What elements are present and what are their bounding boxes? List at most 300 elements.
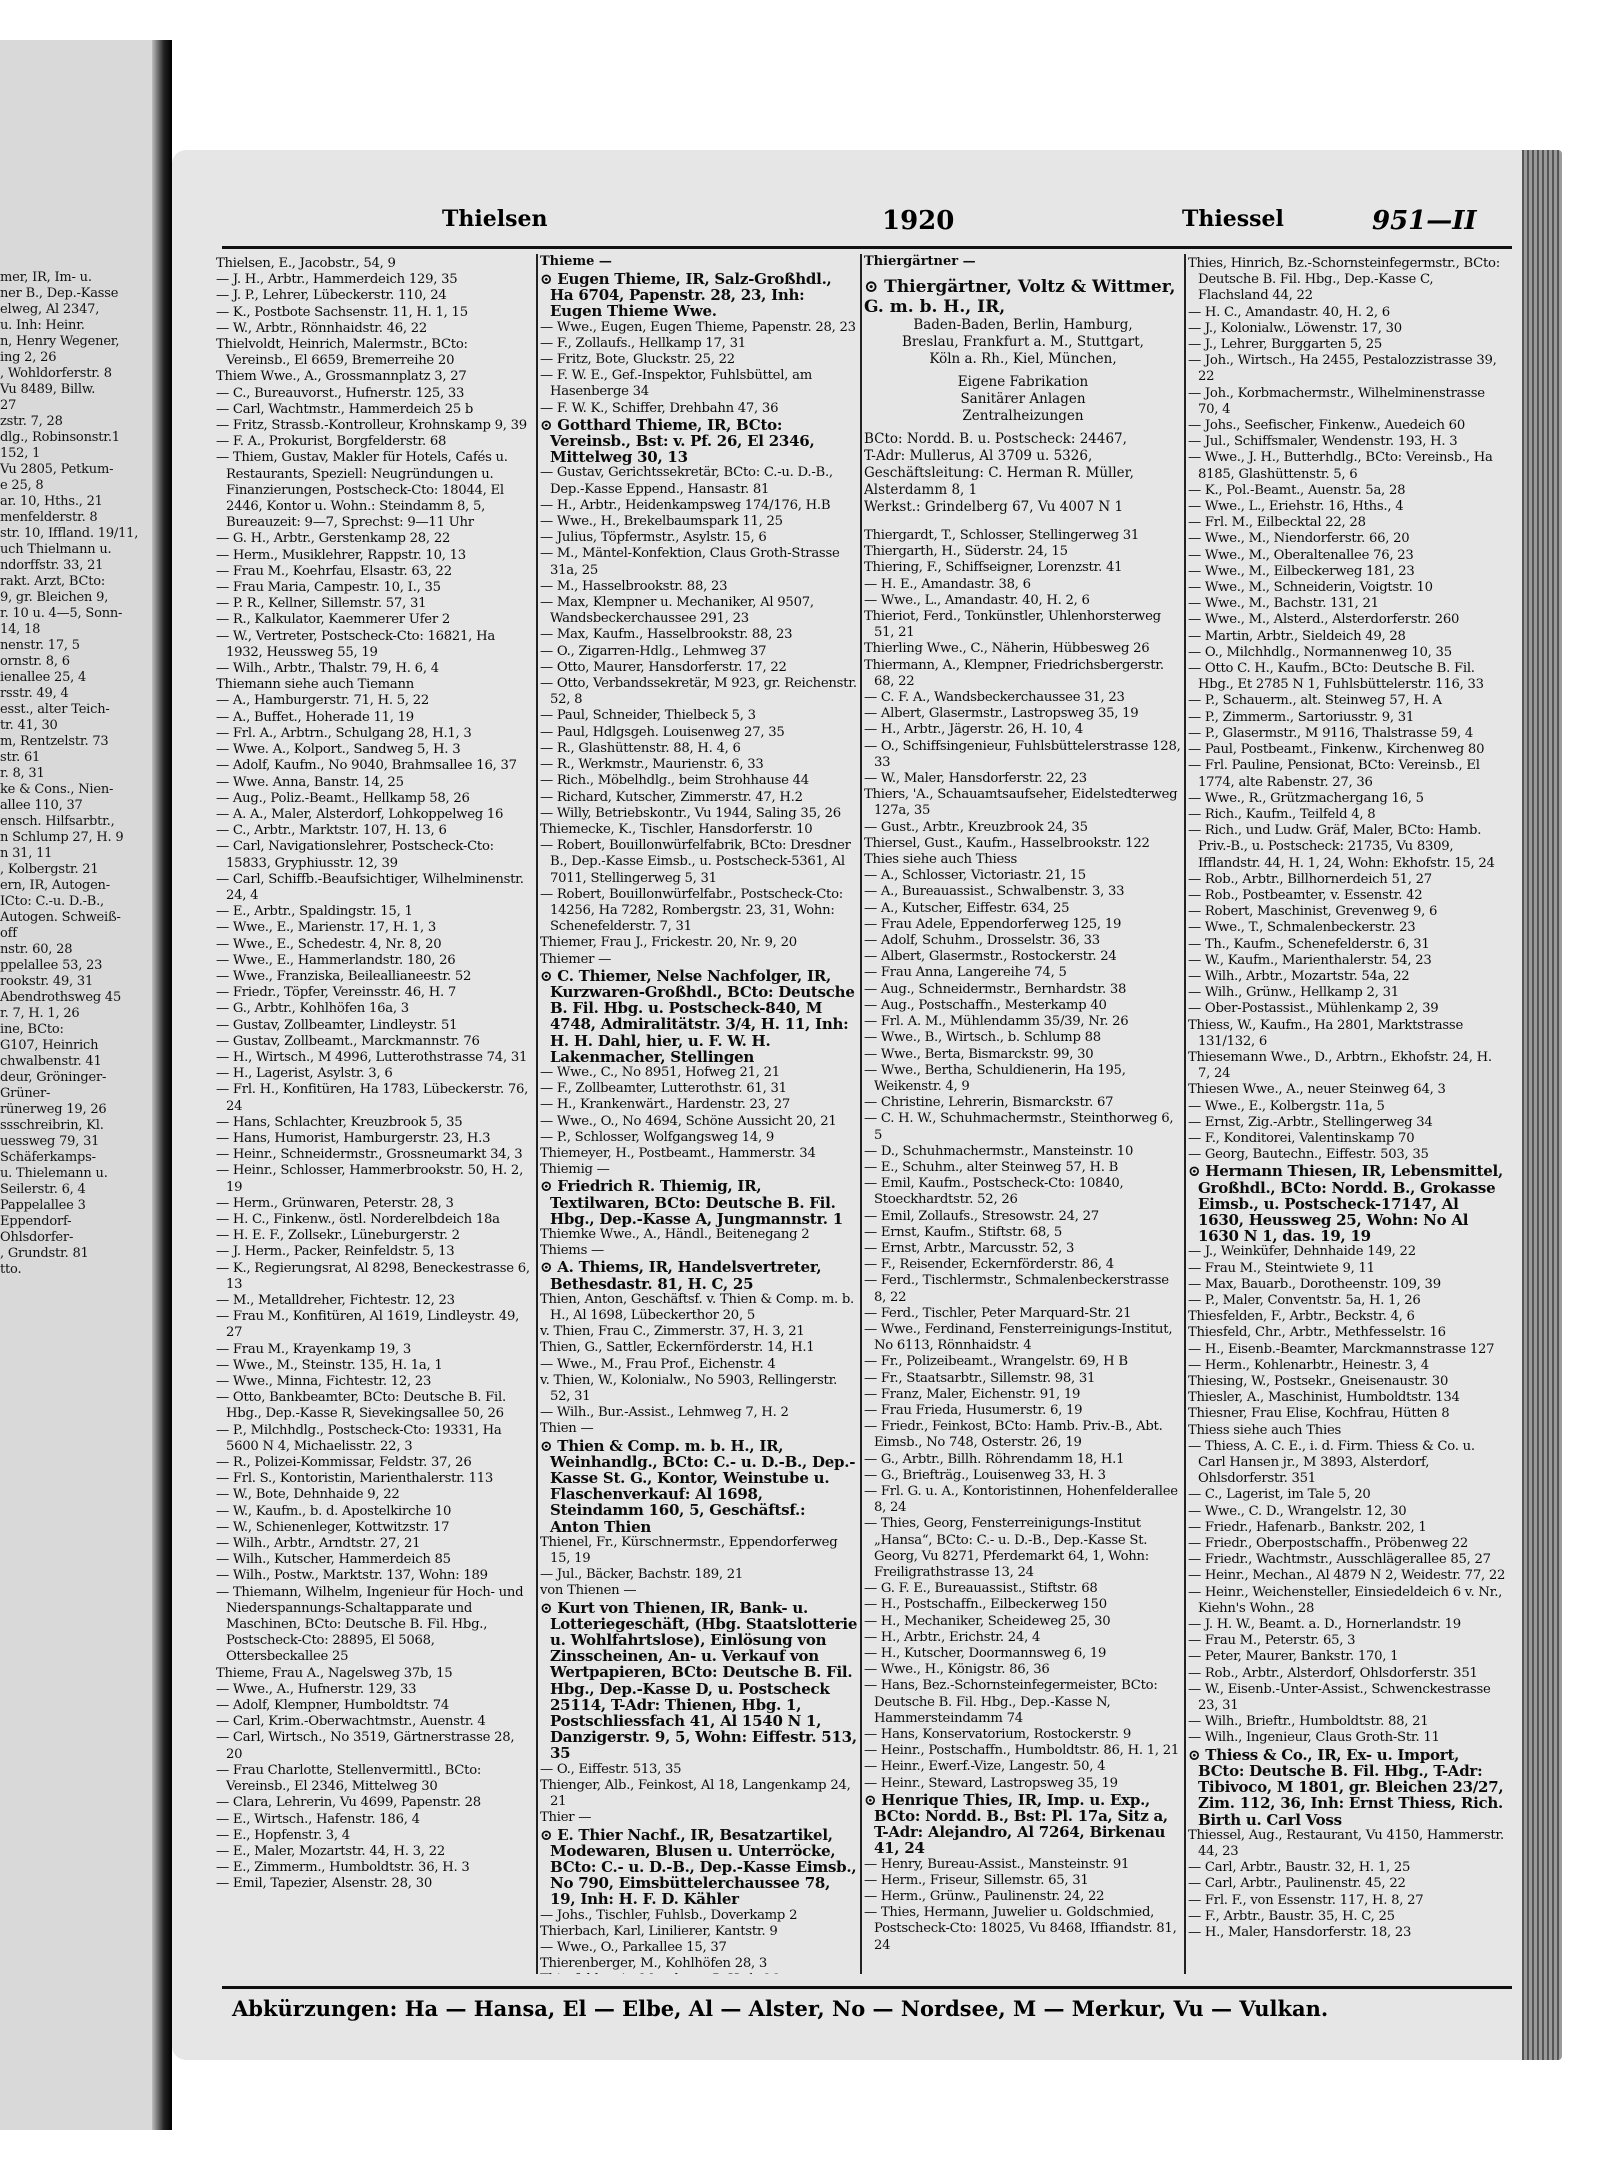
directory-entry: — C. F. A., Wandsbeckerchaussee 31, 23 <box>864 690 1125 706</box>
directory-entry: — Fritz, Bote, Gluckstr. 25, 22 <box>540 352 735 368</box>
column-4 <box>1188 254 1506 1974</box>
directory-entry: Thiersel, Gust., Kaufm., Hasselbrookstr. 122 <box>864 835 1150 851</box>
left-page-line: menfelderstr. 8 <box>0 510 98 525</box>
left-page-line: ssschreibrin, Kl. <box>0 1118 104 1133</box>
directory-entry: — W., Bote, Dehnhaide 9, 22 <box>216 1487 400 1503</box>
directory-entry: — Hans, Konservatorium, Rostockerstr. 9 <box>864 1727 1131 1743</box>
left-page-line: ing 2, 26 <box>0 350 57 365</box>
directory-entry: ⊙ E. Thier Nachf., IR, Besatzartikel, Modewaren, Blusen u. Unterröcke, BCto: C.- u. D.-B., Dep.-Kasse Eimsb., No 790, Eimsbüttelerchaussee 78, 19, Inh: H. F. D. Kähler <box>540 1825 857 1909</box>
directory-entry: — Fr., Polizeibeamt., Wrangelstr. 69, H B <box>864 1354 1128 1370</box>
directory-entry: — Friedr., Oberpostschaffn., Pröbenweg 22 <box>1188 1536 1468 1552</box>
directory-entry <box>540 1972 858 1974</box>
directory-entry: Thiemig — <box>540 1162 610 1178</box>
directory-entry: — Wwe., O., Parkallee 15, 37 <box>540 1939 727 1955</box>
directory-entry: ⊙ Thien & Comp. m. b. H., IR, Weinhandlg., BCto: C.- u. D.-B., Dep.-Kasse St. G., Kontor, Weinstube u. Flaschenverkauf: Al 1698, Steindamm 160, 5, Geschäftsf.: Anton Thien <box>540 1436 856 1536</box>
directory-entry: — Albert, Glasermstr., Rostockerstr. 24 <box>864 949 1117 965</box>
directory-entry: ⊙ Eugen Thieme, IR, Salz-Großhdl., Ha 6704, Papenstr. 28, 23, Inh: Eugen Thieme Wwe. <box>540 270 832 321</box>
directory-entry: — Wwe., M., Frau Prof., Eichenstr. 4 <box>540 1356 776 1372</box>
directory-entry: — Wilh., Kutscher, Hammerdeich 85 <box>216 1552 451 1568</box>
column-1 <box>216 254 534 1974</box>
directory-entry: — Wwe., Bertha, Schuldienerin, Ha 195, Weikenstr. 4, 9 <box>864 1062 1126 1094</box>
directory-entry: — J., Lehrer, Burggarten 5, 25 <box>1188 337 1382 353</box>
directory-entry: von Thienen — <box>540 1583 637 1599</box>
directory-entry: — Th., Kaufm., Schenefelderstr. 6, 31 <box>1188 936 1430 952</box>
directory-entry: — Frl. G. u. A., Kontoristinnen, Hohenfelderallee 8, 24 <box>864 1483 1178 1516</box>
directory-entry: — Wwe. Anna, Banstr. 14, 25 <box>216 774 404 790</box>
column-2 <box>540 254 858 1974</box>
directory-entry: — Wilh., Postw., Marktstr. 137, Wohn: 189 <box>216 1568 488 1584</box>
directory-entry: — Otto, Bankbeamter, BCto: Deutsche B. Fil. Hbg., Dep.-Kasse R, Sievekingsallee 50, 26 <box>216 1390 506 1422</box>
directory-entry: — Carl, Arbtr., Baustr. 32, H. 1, 25 <box>1188 1860 1411 1876</box>
directory-entry: — J., Kolonialw., Löwenstr. 17, 30 <box>1188 320 1402 336</box>
left-page-line: nenstr. 17, 5 <box>0 638 80 653</box>
directory-entry: — Rich., Kaufm., Teilfeld 4, 8 <box>1188 806 1376 822</box>
directory-entry: — Thiem, Gustav, Makler für Hotels, Cafés u. Restaurants, Speziell: Neugründungen u. Finanzierungen, Postscheck-Cto: 18044, El 2446, Kontor u. Wohn.: Steindamm 8, 5, Bureauzeit: 9—7, Sprechst: 9—11 Uhr <box>216 450 508 531</box>
directory-entry: — E., Schuhm., alter Steinweg 57, H. B <box>864 1159 1119 1175</box>
directory-entry: — Wwe., R., Grützmachergang 16, 5 <box>1188 790 1424 806</box>
directory-entry: — W., Kaufm., b. d. Apostelkirche 10 <box>216 1503 452 1519</box>
directory-entry: Thierenberger, M., Kohlhöfen 28, 3 <box>540 1956 768 1972</box>
directory-entry: — E., Arbtr., Spaldingstr. 15, 1 <box>216 904 413 920</box>
directory-entry: — A., Kutscher, Eiffestr. 634, 25 <box>864 900 1070 916</box>
directory-entry: — Heinr., Schneidermstr., Grossneumarkt 34, 3 <box>216 1147 523 1163</box>
directory-entry: Thiem Wwe., A., Grossmannplatz 3, 27 <box>216 369 467 385</box>
directory-entry: Thiess siehe auch Thies <box>1188 1422 1342 1438</box>
directory-entry: — Robert, Bouillonwürfelfabr., Postscheck-Cto: 14256, Ha 7282, Rombergstr. 23, 31, Wohn: Schenefelderstr. 7, 31 <box>540 886 843 935</box>
left-page-line: r. 8, 31 <box>0 766 45 781</box>
directory-entry: — Thiess, A. C. E., i. d. Firm. Thiess & Co. u. Carl Hansen jr., M 3893, Alsterdorf, Ohlsdorferstr. 351 <box>1188 1438 1475 1487</box>
directory-entry: ⊙ Gotthard Thieme, IR, BCto: Vereinsb., Bst: v. Pf. 26, El 2346, Mittelweg 30, 13 <box>540 415 815 467</box>
directory-entry: Thielvoldt, Heinrich, Malermstr., BCto: Vereinsb., El 6659, Bremerreihe 20 <box>216 337 468 369</box>
directory-entry: — Gust., Arbtr., Kreuzbrook 24, 35 <box>864 819 1088 835</box>
directory-entry: — Gustav, Zollbeamt., Marckmannstr. 76 <box>216 1033 480 1049</box>
left-page-line: uessweg 79, 31 <box>0 1134 100 1149</box>
directory-entry: — G., Arbtr., Billh. Röhrendamm 18, H.1 <box>864 1451 1125 1467</box>
directory-entry: — Friedr., Feinkost, BCto: Hamb. Priv.-B., Abt. Eimsb., No 748, Osterstr. 26, 19 <box>864 1419 1163 1451</box>
left-page-line: mer, IR, Im- u. <box>0 270 92 285</box>
ad-production-line: Eigene Fabrikation <box>957 374 1089 390</box>
left-page-line: 14, 18 <box>0 622 41 637</box>
directory-entry: — Wwe., B., Wirtsch., b. Schlump 88 <box>864 1030 1101 1046</box>
directory-entry: Thiess, W., Kaufm., Ha 2801, Marktstrasse 131/132, 6 <box>1188 1017 1464 1049</box>
directory-entry: — Friedr., Wachtmstr., Ausschlägerallee 85, 27 <box>1188 1552 1491 1568</box>
directory-entry: — O., Eiffestr. 513, 35 <box>540 1761 682 1777</box>
left-page-line: rünerweg 19, 26 <box>0 1102 107 1117</box>
directory-entry: — Hans, Schlachter, Kreuzbrook 5, 35 <box>216 1114 463 1130</box>
directory-entry: — Richard, Kutscher, Zimmerstr. 47, H.2 <box>540 789 803 805</box>
directory-entry: — Heinr., Steward, Lastropsweg 35, 19 <box>864 1775 1118 1791</box>
directory-entry: — P., Schlosser, Wolfgangsweg 14, 9 <box>540 1129 775 1145</box>
directory-entry: — Gustav, Gerichtssekretär, BCto: C.-u. D.-B., Dep.-Kasse Eppend., Hansastr. 81 <box>540 465 833 497</box>
directory-entry: — Wwe., Berta, Bismarckstr. 99, 30 <box>864 1046 1094 1062</box>
directory-entry: — Frau M., Peterstr. 65, 3 <box>1188 1633 1356 1649</box>
directory-entry: Thierbach, Karl, Linilierer, Kantstr. 9 <box>540 1923 778 1939</box>
directory-entry: — Robert, Maschinist, Grevenweg 9, 6 <box>1188 904 1438 920</box>
directory-entry: — Aug., Poliz.-Beamt., Hellkamp 58, 26 <box>216 790 470 806</box>
column-rule <box>536 254 538 1974</box>
directory-entry: — D., Schuhmachermstr., Mansteinstr. 10 <box>864 1143 1134 1159</box>
directory-entry: Thiessel, Aug., Restaurant, Vu 4150, Hammerstr. 44, 23 <box>1188 1827 1504 1859</box>
ad-production-line: Sanitärer Anlagen <box>960 391 1086 407</box>
directory-entry: — Julius, Töpfermstr., Asylstr. 15, 6 <box>540 530 767 546</box>
directory-entry: — Wwe., E., Hammerlandstr. 180, 26 <box>216 952 456 968</box>
left-page-line: nstr. 60, 28 <box>0 942 73 957</box>
directory-entry: — Friedr., Töpfer, Vereinsstr. 46, H. 7 <box>216 985 457 1001</box>
directory-entry: — Adolf, Schuhm., Drosselstr. 36, 33 <box>864 933 1100 949</box>
directory-entry: Thiemann siehe auch Tiemann <box>216 677 414 693</box>
directory-entry: — W., Arbtr., Rönnhaidstr. 46, 22 <box>216 320 428 336</box>
directory-entry: — Thiemann, Wilhelm, Ingenieur für Hoch- und Niederspannungs-Schaltapparate und Maschinen, BCto: Deutsche B. Fil. Hbg., Postscheck-Cto: 28895, El 5068, Ottersbeckallee 25 <box>216 1584 524 1665</box>
left-page-line: r. 7, H. 1, 26 <box>0 1006 80 1021</box>
directory-entry: — Wwe. A., Kolport., Sandweg 5, H. 3 <box>216 742 461 758</box>
left-page-line: str. 61 <box>0 750 41 765</box>
directory-entry: — Aug., Schneidermstr., Bernhardstr. 38 <box>864 981 1127 997</box>
left-page-line: 152, 1 <box>0 446 41 461</box>
directory-entry: — Paul, Hdlgsgeh. Louisenweg 27, 35 <box>540 724 785 740</box>
directory-entry: Thieriot, Ferd., Tonkünstler, Uhlenhorsterweg 51, 21 <box>864 609 1161 641</box>
directory-entry: — Frl. H., Konfitüren, Ha 1783, Lübeckerstr. 76, 24 <box>216 1082 529 1114</box>
directory-entry: — P., Glasermstr., M 9116, Thalstrasse 59, 4 <box>1188 725 1473 741</box>
directory-entry: Thiesemann Wwe., D., Arbtrn., Ekhofstr. 24, H. 7, 24 <box>1188 1049 1492 1082</box>
directory-entry: — Friedr., Hafenarb., Bankstr. 202, 1 <box>1188 1519 1427 1535</box>
directory-entry: — H., Kutscher, Doormannsweg 6, 19 <box>864 1646 1107 1662</box>
left-page-line: elweg, Al 2347, <box>0 302 100 317</box>
directory-entry: — P., Maler, Conventstr. 5a, H. 1, 26 <box>1188 1293 1421 1308</box>
left-page-line: , Kolbergstr. 21 <box>0 862 99 877</box>
page-edge-stack <box>1522 150 1562 2060</box>
directory-entry: — F., Zollbeamter, Lutterothstr. 61, 31 <box>540 1081 787 1097</box>
directory-entry: — R., Polizei-Kommissar, Feldstr. 37, 26 <box>216 1455 472 1471</box>
directory-entry: — Paul, Postbeamt., Finkenw., Kirchenweg 80 <box>1188 742 1485 758</box>
left-page-line: n 31, 11 <box>0 846 53 861</box>
directory-entry: v. Thien, Frau C., Zimmerstr. 37, H. 3, 21 <box>540 1324 805 1340</box>
ad-city-line: Baden-Baden, Berlin, Hamburg, <box>913 317 1133 333</box>
directory-entry: — Wilh., Arbtr., Arndtstr. 27, 21 <box>216 1536 421 1552</box>
directory-entry: — Herm., Grünw., Paulinenstr. 24, 22 <box>864 1889 1105 1905</box>
directory-entry: Thienel, Fr., Kürschnermstr., Eppendorferweg 15, 19 <box>540 1534 838 1567</box>
directory-entry: — C. H. W., Schuhmachermstr., Steinthorweg 6, 5 <box>864 1111 1174 1143</box>
directory-entry: — Carl, Navigationslehrer, Postscheck-Cto: 15833, Gryphiusstr. 12, 39 <box>216 839 494 871</box>
left-page-line: Eppendorf- <box>0 1214 72 1229</box>
directory-entry: — Albert, Glasermstr., Lastropsweg 35, 19 <box>864 706 1139 722</box>
directory-entry: — Frau Charlotte, Stellenvermittl., BCto: Vereinsb., El 2346, Mittelweg 30 <box>216 1762 482 1795</box>
directory-page <box>172 150 1562 2060</box>
ad-city-line: Breslau, Frankfurt a. M., Stuttgart, <box>902 334 1144 350</box>
directory-entry: — Ferd., Tischlermstr., Schmalenbeckerstrasse 8, 22 <box>864 1273 1169 1305</box>
directory-entry: — Emil, Zollaufs., Stresowstr. 24, 27 <box>864 1208 1099 1224</box>
directory-entry: — Wwe., M., Oberaltenallee 76, 23 <box>1188 547 1414 563</box>
directory-entry: — W., Vertreter, Postscheck-Cto: 16821, Ha 1932, Heussweg 55, 19 <box>216 628 495 660</box>
head-right-word: Thiessel <box>1182 206 1284 232</box>
directory-entry: — Wwe., Eugen, Eugen Thieme, Papenstr. 28, 23 <box>540 319 856 335</box>
left-page-line: Pappelallee 3 <box>0 1198 86 1213</box>
directory-entry: — O., Zigarren-Hdlg., Lehmweg 37 <box>540 643 767 659</box>
left-page-line: str. 10, Iffland. 19/11, <box>0 526 139 541</box>
directory-entry: — Wwe., T., Schmalenbeckerstr. 23 <box>1188 920 1416 936</box>
directory-entry: — Carl, Arbtr., Paulinenstr. 45, 22 <box>1188 1876 1406 1892</box>
directory-entry: — Wilh., Grünw., Hellkamp 2, 31 <box>1188 985 1399 1001</box>
left-page-line: uch Thielmann u. <box>0 542 112 557</box>
directory-entry: — C., Bureauvorst., Hufnerstr. 125, 33 <box>216 385 465 401</box>
directory-entry: — Peter, Maurer, Bankstr. 170, 1 <box>1188 1649 1399 1665</box>
directory-entry: — J. Herm., Packer, Reinfeldstr. 5, 13 <box>216 1244 455 1260</box>
directory-entry: ⊙ Friedrich R. Thiemig, IR, Textilwaren, BCto: Deutsche B. Fil. Hbg., Dep.-Kasse A, Jungmannstr. 1 <box>540 1177 843 1228</box>
directory-entry: Thiergardt, T., Schlosser, Stellingerweg 31 <box>864 528 1140 543</box>
entry-list <box>216 256 534 1893</box>
left-page-fragment <box>0 40 172 2130</box>
directory-entry: — Frau Adele, Eppendorferweg 125, 19 <box>864 916 1122 932</box>
left-page-line: 9, gr. Bleichen 9, <box>0 590 109 605</box>
directory-entry: — Ernst, Zig.-Arbtr., Stellingerweg 34 <box>1188 1114 1433 1130</box>
left-page-line: , Grundstr. 81 <box>0 1246 89 1261</box>
directory-entry: — H., Arbtr., Erichstr. 24, 4 <box>864 1629 1041 1645</box>
left-page-line: ensch. Hilfsarbtr., <box>0 814 115 829</box>
left-page-line: m, Rentzelstr. 73 <box>0 734 109 749</box>
directory-entry: — Ober-Postassist., Mühlenkamp 2, 39 <box>1188 1001 1439 1017</box>
directory-entry: — Frl. F., von Essenstr. 117, H. 8, 27 <box>1188 1892 1424 1908</box>
directory-entry: — Jul., Schiffsmaler, Wendenstr. 193, H. 3 <box>1188 434 1458 450</box>
left-page-line: ienallee 25, 4 <box>0 670 87 685</box>
entry-list <box>1188 256 1506 1941</box>
directory-entry: Thiemecke, K., Tischler, Hansdorferstr. 10 <box>540 821 813 837</box>
directory-entry: — O., Schiffsingenieur, Fuhlsbüttelerstrasse 128, 33 <box>864 738 1181 770</box>
directory-entry: Thielsen, E., Jacobstr., 54, 9 <box>216 256 396 271</box>
directory-entry: — Wwe., A., Hufnerstr. 129, 33 <box>216 1681 417 1697</box>
entry-list <box>540 271 858 1974</box>
directory-entry: — H., Eisenb.-Beamter, Marckmannstrasse 127 <box>1188 1341 1495 1357</box>
directory-entry: — W., Maler, Hansdorferstr. 22, 23 <box>864 771 1087 787</box>
directory-entry: — Willy, Betriebskontr., Vu 1944, Saling 35, 26 <box>540 805 841 821</box>
directory-entry: — Thies, Georg, Fensterreinigungs-Institut „Hansa“, BCto: C.- u. D.-B., Dep.-Kasse St. Georg, Vu 8271, Pferdemarkt 64, 1, Wohn: Freiligrathstrasse 13, 24 <box>864 1516 1149 1580</box>
directory-entry: — Georg, Bautechn., Eiffestr. 503, 35 <box>1188 1147 1429 1163</box>
left-page-line: rakt. Arzt, BCto: <box>0 574 106 589</box>
ad-detail-line: Alsterdamm 8, 1 <box>864 482 978 498</box>
left-page-line: n Schlump 27, H. 9 <box>0 830 124 845</box>
left-page-line: esst., alter Teich- <box>0 702 110 717</box>
directory-entry: Thier — <box>540 1810 592 1826</box>
directory-entry: — Wwe., H., Königstr. 86, 36 <box>864 1662 1050 1678</box>
directory-entry: — Wilh., Bur.-Assist., Lehmweg 7, H. 2 <box>540 1405 789 1421</box>
directory-entry: — Frau M., Konfitüren, Al 1619, Lindleystr. 49, 27 <box>216 1309 520 1341</box>
directory-entry: — H., Lagerist, Asylstr. 3, 6 <box>216 1066 393 1082</box>
directory-entry: — F. W. K., Schiffer, Drehbahn 47, 36 <box>540 400 779 416</box>
ad-detail-line: T-Adr: Mullerus, Al 3709 u. 5326, <box>864 448 1093 464</box>
directory-entry: — Wwe., L., Eriehstr. 16, Hths., 4 <box>1188 499 1404 515</box>
left-page-line: ICto: C.-u. D.-B., <box>0 894 104 909</box>
directory-entry: — Heinr., Mechan., Al 4879 N 2, Weidestr. 77, 22 <box>1188 1568 1506 1584</box>
left-page-line: tr. 41, 30 <box>0 718 58 733</box>
directory-entry: — F. W. E., Gef.-Inspektor, Fuhlsbüttel, am Hasenberge 34 <box>540 368 812 400</box>
directory-entry: — Frau M., Krayenkamp 19, 3 <box>216 1341 412 1357</box>
directory-entry: — R., Glashüttenstr. 88, H. 4, 6 <box>540 740 741 756</box>
directory-entry: — Wwe., C. D., Wrangelstr. 12, 30 <box>1188 1503 1407 1519</box>
directory-entry: ⊙ A. Thiems, IR, Handelsvertreter, Bethesdastr. 81, H. C, 25 <box>540 1258 822 1293</box>
directory-entry: — Wwe., M., Eilbeckerweg 181, 23 <box>1188 563 1415 579</box>
directory-entry: — Fritz, Strassb.-Kontrolleur, Krohnskamp 9, 39 <box>216 418 527 434</box>
left-page-line: tto. <box>0 1262 22 1277</box>
directory-entry: — Frau Maria, Campestr. 10, I., 35 <box>216 580 441 596</box>
directory-entry: — Rich., und Ludw. Gräf, Maler, BCto: Hamb. Priv.-B., u. Postscheck: 21735, Vu 8309, Ifflandstr. 44, H. 1, 24, Wohn: Ekhofstr. 15, 24 <box>1188 823 1495 871</box>
left-page-line: , Wohldorferstr. 8 <box>0 366 112 381</box>
directory-entry: — Wwe., M., Alsterd., Alsterdorferstr. 260 <box>1188 612 1460 628</box>
directory-entry: — Ferd., Tischler, Peter Marquard-Str. 21 <box>864 1305 1132 1321</box>
directory-entry: — Adolf, Klempner, Humboldtstr. 74 <box>216 1698 450 1714</box>
directory-entry: Thies siehe auch Thiess <box>864 852 1018 868</box>
directory-entry: Thiemke Wwe., A., Händl., Beitenegang 2 <box>540 1226 810 1242</box>
footer-rule <box>222 1986 1512 1989</box>
directory-entry: — Paul, Schneider, Thielbeck 5, 3 <box>540 708 756 724</box>
directory-entry: — P. R., Kellner, Sillemstr. 57, 31 <box>216 596 427 612</box>
directory-entry: — Carl, Wachtmstr., Hammerdeich 25 b <box>216 401 474 417</box>
directory-entry: — H., Krankenwärt., Hardenstr. 23, 27 <box>540 1097 790 1113</box>
left-page-line: Ohlsdorfer- <box>0 1230 74 1245</box>
abbreviations-footer: Abkürzungen: Ha — Hansa, El — Elbe, Al — Alster, No — Nordsee, M — Merkur, Vu — Vulkan. <box>232 1996 1329 2021</box>
directory-entry: — J. H., Arbtr., Hammerdeich 129, 35 <box>216 272 458 288</box>
directory-entry: Thiemer, Frau J., Frickestr. 20, Nr. 9, 20 <box>540 935 797 951</box>
directory-entry: — W., Eisenb.-Unter-Assist., Schwenckestrasse 23, 31 <box>1188 1681 1491 1714</box>
left-page-line: ppelallee 53, 23 <box>0 958 103 973</box>
left-page-line: n, Henry Wegener, <box>0 334 120 349</box>
directory-entry: — O., Milchhdlg., Normannenweg 10, 35 <box>1188 644 1452 660</box>
directory-entry: Thiesfeld, Chr., Arbtr., Methfesselstr. 16 <box>1188 1325 1446 1341</box>
directory-entry: — M., Metalldreher, Fichtestr. 12, 23 <box>216 1293 455 1308</box>
directory-entry: — Hans, Humorist, Hamburgerstr. 23, H.3 <box>216 1130 491 1146</box>
directory-entry: — K., Pol.-Beamt., Auenstr. 5a, 28 <box>1188 482 1406 498</box>
left-page-text <box>0 270 150 1278</box>
left-page-line: Abendrothsweg 45 <box>0 990 122 1005</box>
directory-entry: ⊙ Kurt von Thienen, IR, Bank- u. Lotteriegeschäft, (Hbg. Staatslotterie u. Wohlfahrtslose), Einlösung von Zinsscheinen, An- u. Verkauf von Wertpapieren, BCto: Deutsche B. Fil. Hbg., Dep.-Kasse D, u. Postscheck 25114, T-Adr: Thienen, Hbg. 1, Postschliessfach 41, Al 1540 N 1, Danzigerstr. 9, 5, Wohn: Eiffestr. 513, 35 <box>540 1598 858 1763</box>
directory-entry: — Wwe., M., Bachstr. 131, 21 <box>1188 596 1379 612</box>
directory-entry: — Max, Kaufm., Hasselbrookstr. 88, 23 <box>540 627 793 643</box>
directory-entry: — F., Reisender, Eckernförderstr. 86, 4 <box>864 1257 1114 1273</box>
directory-entry: — P., Zimmerm., Sartoriusstr. 9, 31 <box>1188 709 1415 725</box>
directory-entry: Thies, Hinrich, Bz.-Schornsteinfegermstr., BCto: Deutsche B. Fil. Hbg., Dep.-Kasse C, Flachsland 44, 22 <box>1188 256 1500 304</box>
directory-entry: Thiers, 'A., Schauamtsaufseher, Eidelstedterweg 127a, 35 <box>864 787 1178 819</box>
head-left-word: Thielsen <box>442 206 548 232</box>
directory-entry: Thiems — <box>540 1243 604 1259</box>
directory-entry: Thiesen Wwe., A., neuer Steinweg 64, 3 <box>1188 1082 1446 1098</box>
directory-entry: — C., Lagerist, im Tale 5, 20 <box>1188 1487 1371 1503</box>
directory-entry: — P., Schauerm., alt. Steinweg 57, H. A <box>1188 693 1442 709</box>
directory-entry: — K., Regierungsrat, Al 8298, Beneckestrasse 6, 13 <box>216 1260 530 1292</box>
directory-entry: — Wwe., M., Niendorferstr. 66, 20 <box>1188 531 1410 547</box>
directory-entry: — Wilh., Arbtr., Thalstr. 79, H. 6, 4 <box>216 661 439 677</box>
directory-entry: — Herm., Kohlenarbtr., Heinestr. 3, 4 <box>1188 1357 1429 1373</box>
directory-entry: — Gustav, Zollbeamter, Lindleystr. 51 <box>216 1017 458 1033</box>
directory-entry: — Otto, Maurer, Hansdorferstr. 17, 22 <box>540 659 787 675</box>
left-page-line: u. Inh: Heinr. <box>0 318 85 333</box>
directory-entry: Thienger, Alb., Feinkost, Al 18, Langenkamp 24, 21 <box>540 1777 851 1810</box>
left-page-line: ine, BCto: <box>0 1022 64 1037</box>
directory-entry: — H., Arbtr., Heidenkampsweg 174/176, H.B <box>540 497 831 513</box>
directory-entry: — A. A., Maler, Alsterdorf, Lohkoppelweg 16 <box>216 806 504 822</box>
directory-entry: — G., Arbtr., Kohlhöfen 16a, 3 <box>216 1001 409 1017</box>
directory-entry: — H., Wirtsch., M 4996, Lutterothstrasse 74, 31 <box>216 1049 528 1065</box>
column-3 <box>864 254 1182 1974</box>
directory-entry: — Wwe., E., Schedestr. 4, Nr. 8, 20 <box>216 936 442 952</box>
directory-entry: — Wilh., Brieftr., Humboldtstr. 88, 21 <box>1188 1714 1429 1730</box>
directory-entry: ⊙ Henrique Thies, IR, Imp. u. Exp., BCto: Nordd. B., Bst: Pl. 17a, Sitz a, T-Adr: Alejandro, Al 7264, Birkenau 41, 24 <box>864 1790 1168 1858</box>
directory-entry: — R., Werkmstr., Maurienstr. 6, 33 <box>540 757 764 773</box>
directory-entry: Thierling Wwe., C., Näherin, Hübbesweg 26 <box>864 641 1150 657</box>
directory-entry: — E., Zimmerm., Humboldtstr. 36, H. 3 <box>216 1860 470 1876</box>
directory-entry: — H., Maler, Hansdorferstr. 18, 23 <box>1188 1924 1412 1940</box>
page-number: 951—II <box>1372 206 1477 236</box>
left-page-line: dlg., Robinsonstr.1 <box>0 430 120 445</box>
directory-entry: — A., Bureauassist., Schwalbenstr. 3, 33 <box>864 884 1125 900</box>
directory-entry: — Wilh., Ingenieur, Claus Groth-Str. 11 <box>1188 1730 1440 1746</box>
directory-entry: — P., Milchhdlg., Postscheck-Cto: 19331, Ha 5600 N 4, Michaelisstr. 22, 3 <box>216 1422 502 1454</box>
directory-entry: — Frau Anna, Langereihe 74, 5 <box>864 965 1067 981</box>
directory-entry: — J., Weinküfer, Dehnhaide 149, 22 <box>1188 1244 1416 1260</box>
directory-entry: — Frau Frieda, Husumerstr. 6, 19 <box>864 1402 1083 1418</box>
directory-entry: — Thies, Hermann, Juwelier u. Goldschmied, Postscheck-Cto: 18025, Vu 8468, Iffiandstr. 81, 24 <box>864 1905 1177 1953</box>
directory-entry: — Christine, Lehrerin, Bismarckstr. 67 <box>864 1095 1114 1111</box>
directory-entry: — A., Hamburgerstr. 71, H. 5, 22 <box>216 693 430 709</box>
left-page-line: allee 110, 37 <box>0 798 83 813</box>
directory-entry: — G. F. E., Bureauassist., Stiftstr. 68 <box>864 1581 1098 1597</box>
directory-entry: — F. A., Prokurist, Borgfelderstr. 68 <box>216 434 447 450</box>
directory-entry: — Max, Klempner u. Mechaniker, Al 9507, Wandsbeckerchaussee 291, 23 <box>540 595 814 627</box>
directory-entry: — Herm., Musiklehrer, Rappstr. 10, 13 <box>216 547 466 563</box>
directory-entry: — A., Schlosser, Victoriastr. 21, 15 <box>864 868 1086 884</box>
directory-entry: Thiering, F., Schiffseigner, Lorenzstr. 41 <box>864 560 1123 576</box>
directory-entry: ⊙ Thiess & Co., IR, Ex- u. Import, BCto: Deutsche B. Fil. Hbg., T-Adr: Tibivoco, M 1801, gr. Bleichen 23/27, Zim. 112, 36, Inh: Ernst Thiess, Rich. Birth u. Carl Voss <box>1188 1745 1504 1829</box>
directory-entry: — Heinr., Weichensteller, Einsiedeldeich 6 v. Nr., Kiehn's Wohn., 28 <box>1188 1584 1503 1616</box>
left-page-line: Schäferkamps- <box>0 1150 96 1165</box>
directory-entry: Thien — <box>540 1421 594 1437</box>
directory-entry: — Emil, Tapezier, Alsenstr. 28, 30 <box>216 1876 432 1892</box>
left-page-line: 27 <box>0 398 17 413</box>
directory-entry: — Adolf, Kaufm., No 9040, Brahmsallee 16, 37 <box>216 758 517 774</box>
column-rule <box>860 254 862 1974</box>
directory-entry: Thien, G., Sattler, Eckernförderstr. 14, H.1 <box>540 1340 815 1356</box>
directory-entry: — Wwe., E., Kolbergstr. 11a, 5 <box>1188 1098 1385 1114</box>
column-head: Thieme — <box>540 254 612 269</box>
left-page-line: chwalbenstr. 41 <box>0 1054 102 1069</box>
advertisement-block <box>864 275 1182 522</box>
directory-entry: — Rich., Möbelhdlg., beim Strohhause 44 <box>540 773 809 789</box>
directory-entry: — M., Mäntel-Konfektion, Claus Groth-Strasse 31a, 25 <box>540 546 840 578</box>
directory-entry: Thiemer — <box>540 951 612 967</box>
directory-entry: Thiesner, Frau Elise, Kochfrau, Hütten 8 <box>1188 1406 1450 1422</box>
ad-cities <box>864 317 1182 368</box>
directory-entry: — Heinr., Ewerf.-Vize, Langestr. 50, 4 <box>864 1759 1106 1775</box>
directory-entry: — Martin, Arbtr., Sieldeich 49, 28 <box>1188 628 1406 644</box>
directory-entry: — Frl. A. M., Mühlendamm 35/39, Nr. 26 <box>864 1014 1129 1030</box>
directory-entry: — C., Arbtr., Marktstr. 107, H. 13, 6 <box>216 823 447 839</box>
directory-entry: — Wwe., J. H., Butterhdlg., BCto: Vereinsb., Ha 8185, Glashüttenstr. 5, 6 <box>1188 450 1493 482</box>
directory-entry: — H. E., Amandastr. 38, 6 <box>864 576 1031 592</box>
directory-entry: — F., Zollaufs., Hellkamp 17, 31 <box>540 335 746 351</box>
directory-entry: — Johs., Seefischer, Finkenw., Auedeich 60 <box>1188 418 1465 434</box>
directory-entry: — Emil, Kaufm., Postscheck-Cto: 10840, Stoeckhardtstr. 52, 26 <box>864 1176 1124 1208</box>
directory-entry: — W., Schienenleger, Kottwitzstr. 17 <box>216 1519 450 1535</box>
directory-entry: — R., Kalkulator, Kaemmerer Ufer 2 <box>216 612 450 628</box>
left-page-line: deur, Gröninger- <box>0 1070 107 1085</box>
directory-entry: — Clara, Lehrerin, Vu 4699, Papenstr. 28 <box>216 1795 481 1811</box>
running-head <box>232 206 1512 242</box>
ad-production-line: Zentralheizungen <box>962 408 1084 424</box>
ad-detail-line: BCto: Nordd. B. u. Postscheck: 24467, <box>864 431 1127 447</box>
left-page-line: G107, Heinrich <box>0 1038 99 1053</box>
header-rule <box>222 246 1512 249</box>
column-head: Thiergärtner — <box>864 254 976 269</box>
directory-entry: — Wwe., M., Schneiderin, Voigtstr. 10 <box>1188 580 1433 596</box>
left-page-line: Autogen. Schweiß- <box>0 910 121 925</box>
ad-detail-line: Geschäftsleitung: C. Herman R. Müller, <box>864 465 1134 481</box>
directory-entry: — Joh., Wirtsch., Ha 2455, Pestalozzistrasse 39, 22 <box>1188 353 1497 385</box>
